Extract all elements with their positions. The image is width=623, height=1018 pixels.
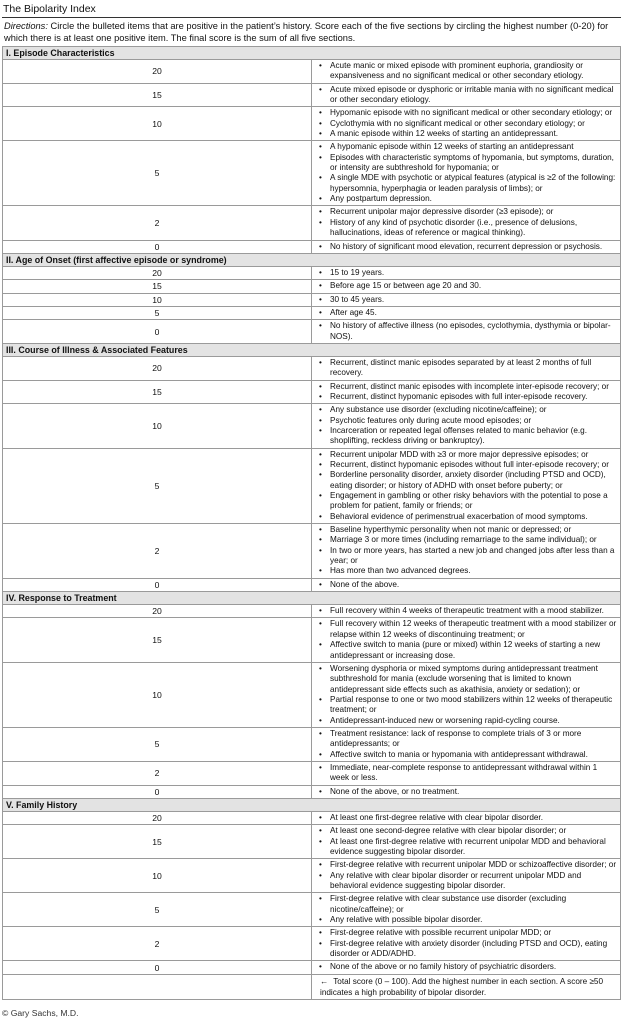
score-row <box>3 727 621 761</box>
total-cell <box>312 974 621 999</box>
score-value[interactable]: 10 <box>3 293 312 306</box>
criterion-item[interactable]: • First-degree relative with clear substance use disorder (excluding nicotine/caffeine); or <box>316 894 617 915</box>
criterion-item[interactable]: • History of any kind of psychotic disorder (i.e., presence of delusions, hallucinations, ideas of reference or magical thinking). <box>316 218 617 239</box>
criteria-list <box>316 580 617 590</box>
criteria-cell <box>312 280 621 293</box>
criterion-item[interactable]: • Any relative with possible bipolar disorder. <box>316 915 617 925</box>
score-value[interactable]: 0 <box>3 961 312 974</box>
criteria-list <box>316 85 617 106</box>
score-row <box>3 60 621 84</box>
criterion-item[interactable]: • Affective switch to mania or hypomania with antidepressant withdrawal. <box>316 750 617 760</box>
score-row <box>3 524 621 579</box>
score-row <box>3 448 621 523</box>
score-value[interactable]: 0 <box>3 240 312 253</box>
criterion-item[interactable]: • Any substance use disorder (excluding nicotine/caffeine); or <box>316 405 617 415</box>
score-row <box>3 605 621 618</box>
criterion-item[interactable]: • None of the above. <box>316 580 617 590</box>
criterion-item[interactable]: • No history of significant mood elevation, recurrent depression or psychosis. <box>316 242 617 252</box>
criteria-list <box>316 268 617 278</box>
score-row <box>3 785 621 798</box>
criteria-list <box>316 826 617 857</box>
section-heading: III. Course of Illness & Associated Features <box>3 343 621 356</box>
criteria-list <box>316 619 617 660</box>
score-value[interactable]: 15 <box>3 825 312 859</box>
section-heading: IV. Response to Treatment <box>3 592 621 605</box>
section-heading: II. Age of Onset (first affective episode or syndrome) <box>3 253 621 266</box>
criterion-item[interactable]: • Immediate, near-complete response to antidepressant withdrawal within 1 week or less. <box>316 763 617 784</box>
score-value[interactable]: 20 <box>3 266 312 279</box>
score-value[interactable]: 5 <box>3 448 312 523</box>
criteria-list <box>316 525 617 577</box>
criterion-item[interactable]: • Engagement in gambling or other risky behaviors with the potential to pose a problem for patient, family or friends; or <box>316 491 617 512</box>
criteria-cell <box>312 811 621 824</box>
criteria-cell <box>312 825 621 859</box>
criterion-item[interactable]: • Acute manic or mixed episode with prominent euphoria, grandiosity or expansiveness and no significant medical or other secondary etiology. <box>316 61 617 82</box>
criterion-item[interactable]: • Has more than two advanced degrees. <box>316 566 617 576</box>
score-row <box>3 107 621 141</box>
criteria-cell <box>312 306 621 319</box>
score-value[interactable]: 20 <box>3 811 312 824</box>
score-value[interactable]: 20 <box>3 356 312 380</box>
criteria-cell <box>312 761 621 785</box>
score-row <box>3 761 621 785</box>
score-value[interactable]: 15 <box>3 618 312 662</box>
criteria-list <box>316 664 617 726</box>
score-value[interactable]: 2 <box>3 206 312 240</box>
criterion-item[interactable]: • None of the above, or no treatment. <box>316 787 617 797</box>
criterion-item[interactable]: • Any relative with clear bipolar disorder or recurrent unipolar MDD and behavioral evidence suggesting bipolar disorder. <box>316 871 617 892</box>
score-value[interactable]: 20 <box>3 60 312 84</box>
criterion-item[interactable]: • First-degree relative with possible recurrent unipolar MDD; or <box>316 928 617 938</box>
criteria-cell <box>312 404 621 448</box>
score-row <box>3 266 621 279</box>
score-row <box>3 356 621 380</box>
score-value[interactable]: 5 <box>3 893 312 927</box>
score-value[interactable]: 5 <box>3 727 312 761</box>
score-row <box>3 280 621 293</box>
criterion-item[interactable]: • At least one first-degree relative with clear bipolar disorder. <box>316 813 617 823</box>
criteria-cell <box>312 240 621 253</box>
criteria-cell <box>312 618 621 662</box>
document <box>2 2 621 1018</box>
score-row <box>3 811 621 824</box>
criteria-list <box>316 450 617 522</box>
section-header-row <box>3 592 621 605</box>
criterion-item[interactable]: • Psychotic features only during acute mood episodes; or <box>316 416 617 426</box>
criterion-item[interactable]: • Recurrent, distinct hypomanic episodes with full inter-episode recovery. <box>316 392 617 402</box>
score-value[interactable]: 20 <box>3 605 312 618</box>
criterion-item[interactable]: • Acute mixed episode or dysphoric or irritable mania with no significant medical or other secondary etiology. <box>316 85 617 106</box>
criterion-item[interactable]: • Affective switch to mania (pure or mixed) within 12 weeks of starting a new antidepressant or increasing dose. <box>316 640 617 661</box>
criteria-cell <box>312 605 621 618</box>
criteria-cell <box>312 320 621 344</box>
criteria-list <box>316 729 617 760</box>
criterion-item[interactable]: • At least one first-degree relative with recurrent unipolar MDD and behavioral evidence suggesting bipolar disorder. <box>316 837 617 858</box>
criterion-item[interactable]: • Recurrent unipolar MDD with ≥3 or more major depressive episodes; or <box>316 450 617 460</box>
criterion-item[interactable]: • Borderline personality disorder, anxiety disorder (including PTSD and OCD), eating disorder; or history of ADHD with onset before puberty; or <box>316 470 617 491</box>
score-row <box>3 240 621 253</box>
score-value[interactable]: 2 <box>3 927 312 961</box>
document-title: The Bipolarity Index <box>3 3 96 15</box>
criteria-cell <box>312 727 621 761</box>
score-row <box>3 141 621 206</box>
criterion-item[interactable]: • Full recovery within 4 weeks of therapeutic treatment with a mood stabilizer. <box>316 606 617 616</box>
score-row <box>3 825 621 859</box>
criteria-list <box>316 382 617 403</box>
criteria-list <box>316 962 617 972</box>
directions <box>2 20 621 46</box>
section-header-row <box>3 47 621 60</box>
criterion-item[interactable]: • Treatment resistance: lack of response to complete trials of 3 or more antidepressants; or <box>316 729 617 750</box>
criteria-cell <box>312 785 621 798</box>
criteria-list <box>316 207 617 238</box>
criteria-list <box>316 295 617 305</box>
left-arrow-icon: ← <box>320 976 329 986</box>
criteria-cell <box>312 380 621 404</box>
criterion-item[interactable]: • Any postpartum depression. <box>316 194 617 204</box>
criteria-cell <box>312 893 621 927</box>
bipolarity-index-table <box>2 46 621 1000</box>
criterion-item[interactable]: • Recurrent, distinct manic episodes with incomplete inter-episode recovery; or <box>316 382 617 392</box>
score-row <box>3 306 621 319</box>
score-value[interactable]: 5 <box>3 141 312 206</box>
criteria-cell <box>312 206 621 240</box>
criteria-list <box>316 787 617 797</box>
criterion-item[interactable]: • A single MDE with psychotic or atypical features (atypical is ≥2 of the following: hypersomnia, hyperphagia or leaden paralysis of limbs); or <box>316 173 617 194</box>
score-row <box>3 893 621 927</box>
criteria-cell <box>312 662 621 727</box>
score-value[interactable]: 15 <box>3 380 312 404</box>
score-value[interactable]: 15 <box>3 83 312 107</box>
criteria-cell <box>312 293 621 306</box>
total-instructions: Total score (0 – 100). Add the highest number in each section. A score ≥50 indicates a high probability of bipolar disorder. <box>320 976 604 997</box>
criteria-cell <box>312 859 621 893</box>
score-value[interactable]: 15 <box>3 280 312 293</box>
title-rule <box>2 17 621 18</box>
score-value[interactable]: 2 <box>3 524 312 579</box>
criteria-cell <box>312 266 621 279</box>
criterion-item[interactable]: • 15 to 19 years. <box>316 268 617 278</box>
criterion-item[interactable]: • Recurrent, distinct hypomanic episodes without full inter-episode recovery; or <box>316 460 617 470</box>
criteria-cell <box>312 448 621 523</box>
copyright: © Gary Sachs, M.D. <box>2 1007 79 1018</box>
score-row <box>3 662 621 727</box>
criterion-item[interactable]: • Recurrent, distinct manic episodes separated by at least 2 months of full recovery. <box>316 358 617 379</box>
score-value[interactable]: 10 <box>3 107 312 141</box>
score-value[interactable]: 0 <box>3 320 312 344</box>
score-row <box>3 293 621 306</box>
criterion-item[interactable]: • Marriage 3 or more times (including remarriage to the same individual); or <box>316 535 617 545</box>
criteria-list <box>316 308 617 318</box>
criteria-cell <box>312 524 621 579</box>
criteria-list <box>316 405 617 446</box>
criteria-cell <box>312 141 621 206</box>
score-value[interactable]: 0 <box>3 578 312 591</box>
criteria-list <box>316 894 617 925</box>
score-row <box>3 927 621 961</box>
criterion-item[interactable]: • First-degree relative with recurrent unipolar MDD or schizoaffective disorder; or <box>316 860 617 870</box>
criteria-list <box>316 321 617 342</box>
criteria-list <box>316 606 617 616</box>
score-value[interactable]: 10 <box>3 662 312 727</box>
score-row <box>3 578 621 591</box>
criterion-item[interactable]: • After age 45. <box>316 308 617 318</box>
criteria-list <box>316 928 617 959</box>
criterion-item[interactable]: • First-degree relative with anxiety disorder (including PTSD and OCD), eating disorder or ADD/ADHD. <box>316 939 617 960</box>
criterion-item[interactable]: • None of the above or no family history of psychiatric disorders. <box>316 962 617 972</box>
criterion-item[interactable]: • A hypomanic episode within 12 weeks of starting an antidepressant <box>316 142 617 152</box>
criterion-item[interactable]: • Full recovery within 12 weeks of therapeutic treatment with a mood stabilizer or relapse within 12 weeks of discontinuing treatment; or <box>316 619 617 640</box>
score-value[interactable]: 2 <box>3 761 312 785</box>
criterion-item[interactable]: • At least one second-degree relative with clear bipolar disorder; or <box>316 826 617 836</box>
criterion-item[interactable]: • In two or more years, has started a new job and changed jobs after less than a year; or <box>316 546 617 567</box>
criterion-item[interactable]: • 30 to 45 years. <box>316 295 617 305</box>
score-row <box>3 859 621 893</box>
criteria-list <box>316 358 617 379</box>
criteria-cell <box>312 927 621 961</box>
score-value[interactable]: 0 <box>3 785 312 798</box>
table-body <box>3 47 621 1000</box>
score-row <box>3 83 621 107</box>
criteria-list <box>316 242 617 252</box>
criterion-item[interactable]: • Hypomanic episode with no significant medical or other secondary etiology; or <box>316 108 617 118</box>
criteria-cell <box>312 578 621 591</box>
score-value[interactable]: 10 <box>3 859 312 893</box>
total-score-cell[interactable] <box>3 974 312 999</box>
criteria-cell <box>312 356 621 380</box>
criteria-list <box>316 763 617 784</box>
criteria-cell <box>312 60 621 84</box>
criteria-list <box>316 142 617 204</box>
score-value[interactable]: 10 <box>3 404 312 448</box>
criteria-list <box>316 281 617 291</box>
section-header-row <box>3 798 621 811</box>
section-header-row <box>3 253 621 266</box>
section-heading: I. Episode Characteristics <box>3 47 621 60</box>
score-value[interactable]: 5 <box>3 306 312 319</box>
criterion-item[interactable]: • A manic episode within 12 weeks of starting an antidepressant. <box>316 129 617 139</box>
criterion-item[interactable]: • Incarceration or repeated legal offenses related to manic behavior (e.g. shoplifting, reckless driving or bankruptcy). <box>316 426 617 447</box>
criteria-list <box>316 61 617 82</box>
criteria-list <box>316 813 617 823</box>
score-row <box>3 206 621 240</box>
criterion-item[interactable]: • Partial response to one or two mood stabilizers within 12 weeks of therapeutic treatment; or <box>316 695 617 716</box>
directions-label: Directions: <box>4 21 48 31</box>
criterion-item[interactable]: • Cyclothymia with no significant medical or other secondary etiology; or <box>316 119 617 129</box>
criterion-item[interactable]: • No history of affective illness (no episodes, cyclothymia, dysthymia or bipolar-NOS). <box>316 321 617 342</box>
score-row <box>3 618 621 662</box>
criterion-item[interactable]: • Episodes with characteristic symptoms of hypomania, but symptoms, duration, or intensity are subthreshold for hypomania; or <box>316 153 617 174</box>
criterion-item[interactable]: • Before age 15 or between age 20 and 30. <box>316 281 617 291</box>
section-header-row <box>3 343 621 356</box>
criterion-item[interactable]: • Recurrent unipolar major depressive disorder (≥3 episode); or <box>316 207 617 217</box>
directions-text: Circle the bulleted items that are positive in the patient’s history. Score each of the five sections by circling the highest number (0-20) for which there is at least one positive item. The final score is the sum of all five sections. <box>4 21 609 43</box>
criterion-item[interactable]: • Behavioral evidence of perimenstrual exacerbation of mood symptoms. <box>316 512 617 522</box>
score-row <box>3 380 621 404</box>
criteria-list <box>316 108 617 139</box>
total-row <box>3 974 621 999</box>
criteria-cell <box>312 107 621 141</box>
criterion-item[interactable]: • Worsening dysphoria or mixed symptoms during antidepressant treatment subthreshold for mania (exclude worsening that is limited to known antidepressant side effects such as akathisia, anxiety or sedation); or <box>316 664 617 695</box>
criteria-cell <box>312 961 621 974</box>
criteria-list <box>316 860 617 891</box>
score-row <box>3 961 621 974</box>
criterion-item[interactable]: • Baseline hyperthymic personality when not manic or depressed; or <box>316 525 617 535</box>
section-heading: V. Family History <box>3 798 621 811</box>
score-row <box>3 320 621 344</box>
score-row <box>3 404 621 448</box>
criterion-item[interactable]: • Antidepressant-induced new or worsening rapid-cycling course. <box>316 716 617 726</box>
criteria-cell <box>312 83 621 107</box>
